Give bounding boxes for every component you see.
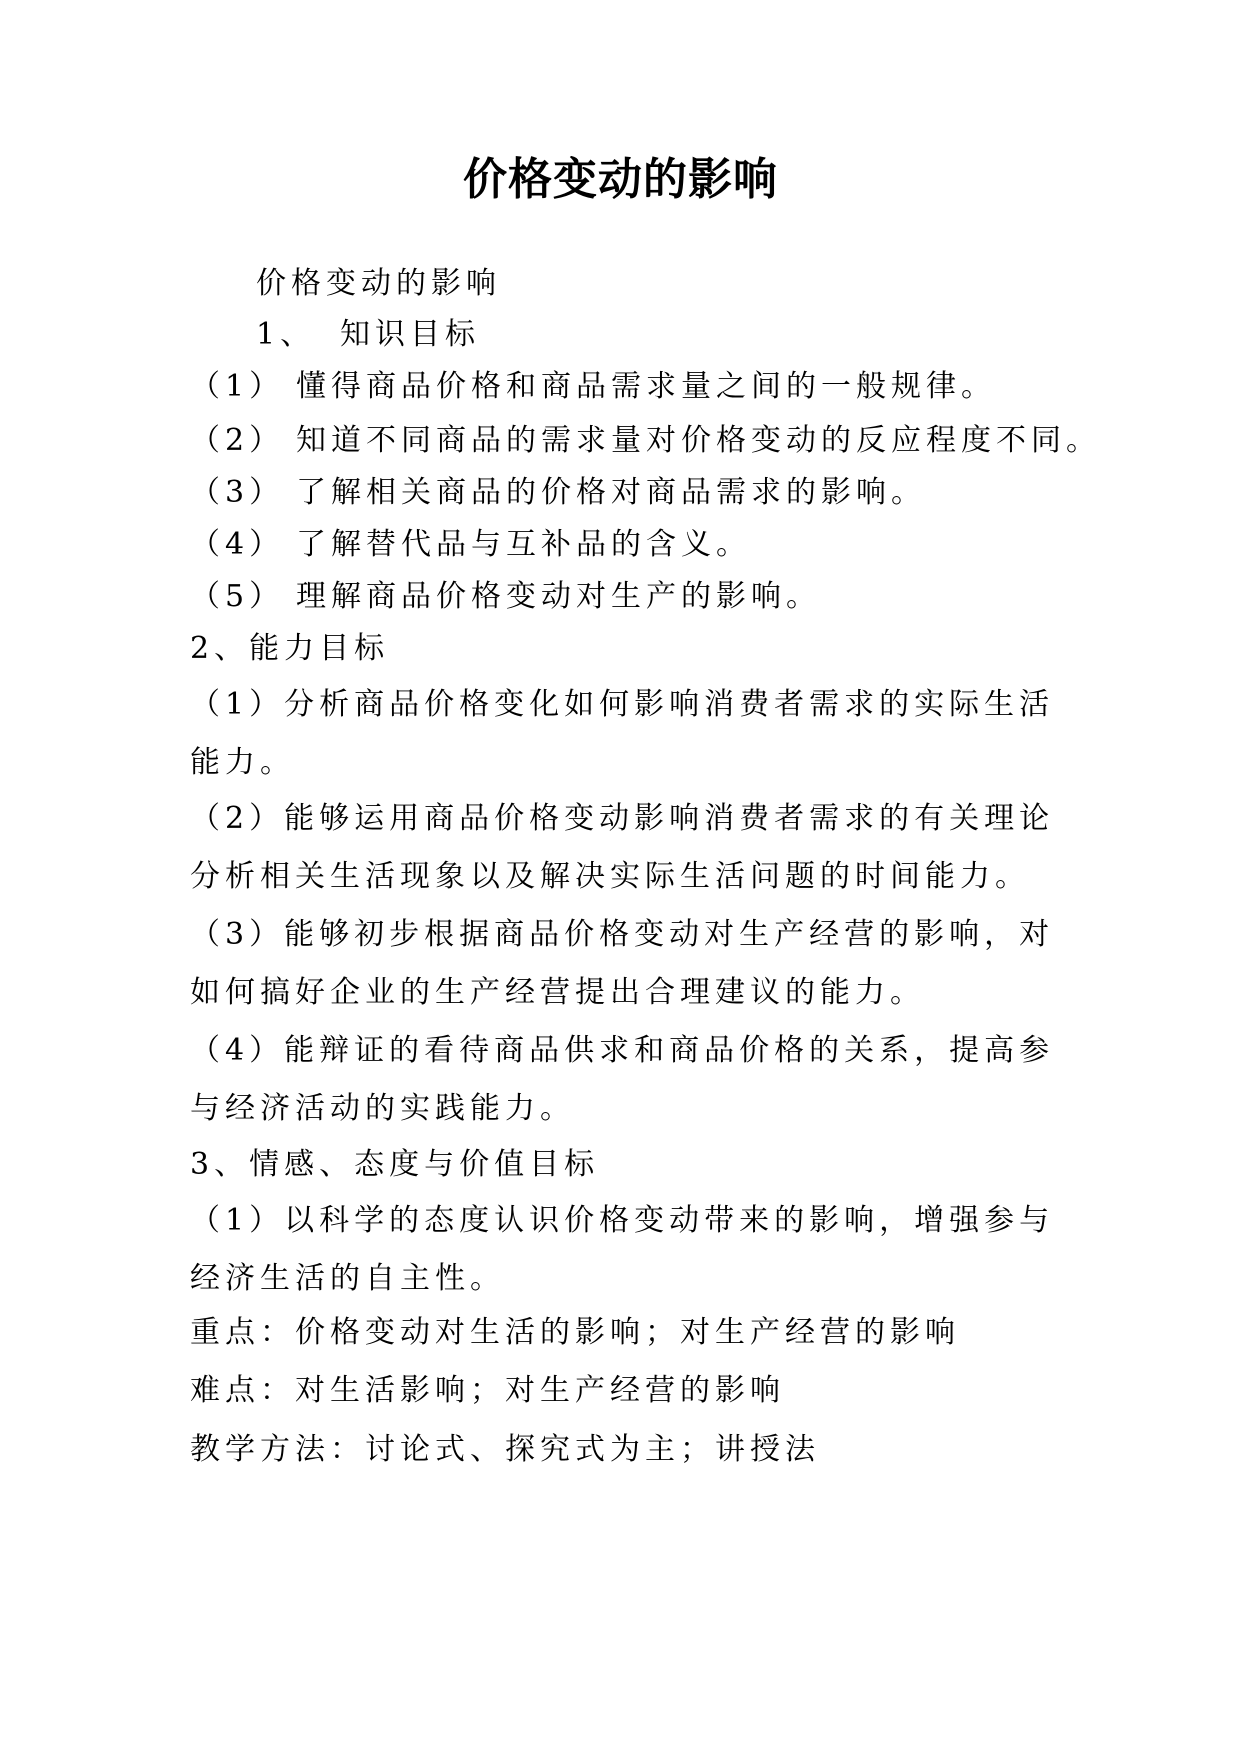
item-number: （1）: [190, 369, 285, 404]
item-text: 了解相关商品的价格对商品需求的影响。: [296, 475, 926, 510]
objective-item: [190, 365, 996, 409]
item-number: （5）: [190, 579, 285, 614]
ability-item: （3）能够初步根据商品价格变动对生产经营的影响，对如何搞好企业的生产经营提出合理建议的能力。: [190, 917, 1055, 1010]
item-number: （4）: [190, 527, 285, 562]
difficulty: 难点：对生活影响；对生产经营的影响: [190, 1373, 785, 1408]
section1-number: 1、: [256, 317, 316, 352]
teaching-method: 教学方法：讨论式、探究式为主；讲授法: [190, 1432, 820, 1467]
ability-item: （1）分析商品价格变化如何影响消费者需求的实际生活能力。: [190, 687, 1055, 780]
objective-item: [190, 471, 926, 515]
section3-heading: 3、情感、态度与价值目标: [190, 1147, 600, 1182]
key-point: 重点：价格变动对生活的影响；对生产经营的影响: [190, 1315, 960, 1350]
section1-heading: [256, 313, 480, 357]
objective-item: [190, 523, 751, 567]
ability-item: （4）能辩证的看待商品供求和商品价格的关系，提高参与经济活动的实践能力。: [190, 1033, 1055, 1126]
objective-item: [190, 575, 821, 619]
item-text: 懂得商品价格和商品需求量之间的一般规律。: [296, 369, 996, 404]
section2-heading: 2、能力目标: [190, 631, 390, 666]
item-text: 理解商品价格变动对生产的影响。: [296, 579, 821, 614]
value-item: （1）以科学的态度认识价格变动带来的影响，增强参与经济生活的自主性。: [190, 1203, 1055, 1296]
item-text: 知道不同商品的需求量对价格变动的反应程度不同。: [296, 423, 1101, 458]
section1-title: 知识目标: [340, 317, 480, 352]
document-title: 价格变动的影响: [463, 154, 778, 205]
objective-item: [190, 419, 1101, 463]
item-text: 了解替代品与互补品的含义。: [296, 527, 751, 562]
item-number: （3）: [190, 475, 285, 510]
document-subtitle: 价格变动的影响: [256, 266, 501, 301]
ability-item: （2）能够运用商品价格变动影响消费者需求的有关理论分析相关生活现象以及解决实际生活问题的时间能力。: [190, 801, 1055, 894]
item-number: （2）: [190, 423, 285, 458]
